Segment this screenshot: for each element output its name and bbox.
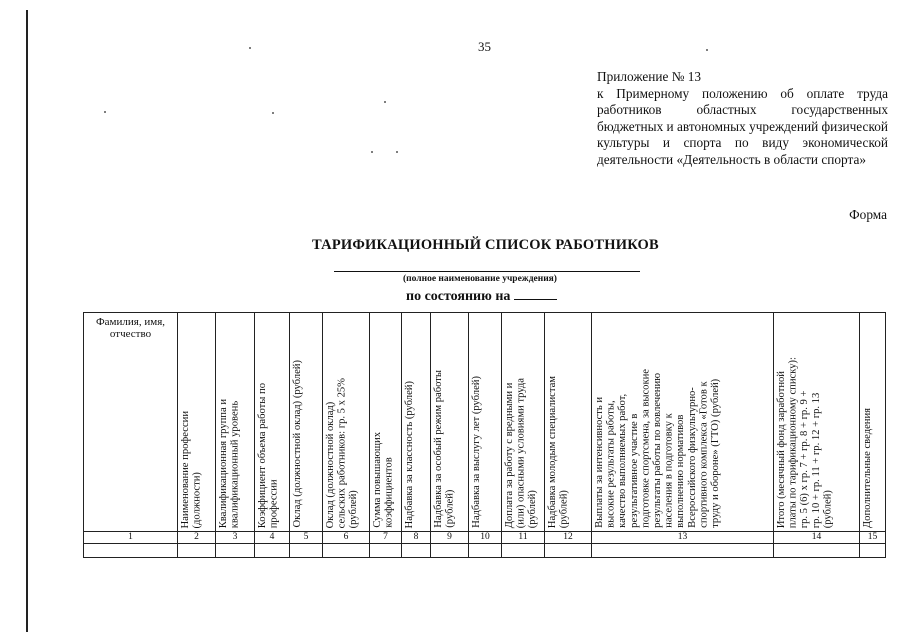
form-label: Форма: [849, 207, 887, 222]
header-cell-7: [370, 313, 402, 532]
table-cell: [502, 544, 545, 558]
column-number: 11: [502, 532, 545, 544]
column-number: 9: [431, 532, 469, 544]
column-number: 14: [774, 532, 860, 544]
header-cell-9: [431, 313, 469, 532]
as-of-date: [406, 287, 557, 305]
institution-name-line: [334, 271, 640, 272]
header-text-9: Надбавка за особый режим работы (рублей): [433, 370, 456, 528]
header-text-7: Сумма повышающих коэффициентов: [372, 432, 395, 528]
header-text-1: Фамилия, имя, отчество: [95, 316, 165, 340]
header-text-4: Коэффициент объема работы по профессии: [257, 382, 280, 528]
scan-speck: [396, 151, 398, 153]
header-cell-8: [402, 313, 431, 532]
column-number: 2: [178, 532, 216, 544]
page-number: 35: [478, 39, 491, 54]
table-cell: [774, 544, 860, 558]
column-number: 3: [216, 532, 255, 544]
as-of-label: по состоянию на: [406, 289, 511, 304]
tariff-table: [83, 312, 886, 558]
table-cell: [860, 544, 886, 558]
column-number: 7: [370, 532, 402, 544]
table-cell: [545, 544, 592, 558]
appendix-title: Приложение № 13: [597, 69, 701, 84]
column-number: 12: [545, 532, 592, 544]
scan-speck: [272, 112, 274, 114]
header-text-10: Надбавка за выслугу лет (рублей): [471, 376, 482, 528]
header-text-11: Доплата за работу с вредными и (или) опасными условиями труда (рублей): [504, 377, 539, 528]
column-number: 1: [84, 532, 178, 544]
header-cell-11: [502, 313, 545, 532]
scan-speck: [104, 111, 106, 113]
appendix-body: к Примерному положению об оплате труда работников областных государственных бюджетных и автономных учреждений физической культуры и спорта по виду экономической деятельности «Деятельность в области спорта»: [597, 85, 888, 167]
table-cell: [255, 544, 290, 558]
table-cell: [431, 544, 469, 558]
scan-speck: [384, 101, 386, 103]
table-cell: [216, 544, 255, 558]
appendix-block: [597, 69, 888, 168]
header-cell-3: [216, 313, 255, 532]
table-cell: [323, 544, 370, 558]
column-number: 10: [469, 532, 502, 544]
header-text-15: Дополнительные сведения: [862, 407, 873, 528]
header-cell-5: [290, 313, 323, 532]
column-number: 15: [860, 532, 886, 544]
column-number-row: [84, 532, 886, 544]
table-cell: [469, 544, 502, 558]
header-cell-6: [323, 313, 370, 532]
header-cell-13: [592, 313, 774, 532]
table-row: [84, 544, 886, 558]
column-number: 5: [290, 532, 323, 544]
scan-speck: [706, 49, 708, 51]
header-text-12: Надбавка молодым специалистам (рублей): [547, 375, 570, 528]
table-cell: [290, 544, 323, 558]
header-cell-14: [774, 313, 860, 532]
header-text-14: Итого (месячный фонд заработной платы по тарификационному списку): гр. 5 (6) х гр. 7 + гр. 8 + гр. 9 + гр. 10 + гр. 11 + гр. 12 + гр. 13 (рублей): [776, 356, 834, 528]
institution-caption: (полное наименование учреждения): [403, 274, 557, 284]
header-cell-10: [469, 313, 502, 532]
header-cell-4: [255, 313, 290, 532]
header-text-13: Выплаты за интенсивность и высокие результаты работы, качество выполняемых работ, результативное участие в подготовке спортсмена, за высокие результаты работы по вовлечению населения в подготовку к выполнению нормативов Всероссийского физкультурно- спортивного комплекса «Готов к труду и обороне» (ГТО) (рублей): [594, 369, 721, 528]
header-cell-1: [84, 313, 178, 532]
header-text-5: Оклад (должностной оклад) (рублей): [292, 360, 303, 528]
column-number: 4: [255, 532, 290, 544]
header-row: [84, 313, 886, 532]
header-text-6: Оклад (должностной оклад) сельских работников: гр. 5 х 25% (рублей): [325, 377, 360, 528]
as-of-date-blank: [514, 287, 557, 300]
scan-speck: [371, 151, 373, 153]
table-cell: [402, 544, 431, 558]
table-cell: [370, 544, 402, 558]
header-cell-2: [178, 313, 216, 532]
column-number: 13: [592, 532, 774, 544]
header-text-2: Наименование профессии (должности): [180, 410, 203, 528]
table-cell: [84, 544, 178, 558]
header-text-3: Квалификационная группа и квалификационный уровень: [218, 398, 241, 528]
header-text-8: Надбавка за классность (рублей): [404, 380, 415, 528]
scan-speck: [249, 47, 251, 49]
column-number: 6: [323, 532, 370, 544]
table-cell: [592, 544, 774, 558]
document-title: ТАРИФИКАЦИОННЫЙ СПИСОК РАБОТНИКОВ: [312, 237, 659, 253]
header-cell-15: [860, 313, 886, 532]
column-number: 8: [402, 532, 431, 544]
header-cell-12: [545, 313, 592, 532]
table-cell: [178, 544, 216, 558]
page-left-edge: [26, 10, 28, 632]
